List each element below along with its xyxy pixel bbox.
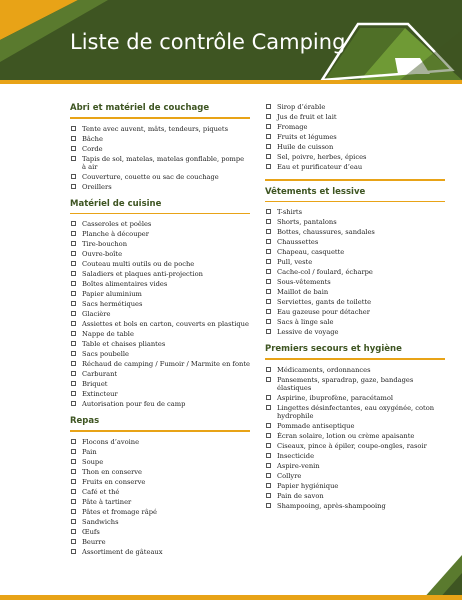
checklist-item-label: Sacs à linge sale [277, 318, 334, 326]
checklist-item-label: Bâche [82, 134, 103, 143]
checklist-item-label: Thon en conserve [82, 467, 143, 476]
checklist-item-label: Autorisation pour feu de camp [82, 400, 186, 408]
checkbox[interactable] [266, 405, 271, 410]
checkbox[interactable] [266, 483, 271, 488]
checklist-item [70, 173, 250, 181]
checkbox[interactable] [71, 499, 76, 504]
checklist-item-label: Bottes, chaussures, sandales [277, 228, 375, 236]
checklist-item [265, 218, 445, 226]
section-vetements [265, 187, 445, 337]
section-title: Matériel de cuisine [70, 198, 162, 209]
checkbox[interactable] [71, 351, 76, 356]
checklist-item [265, 248, 445, 256]
section-divider [70, 117, 250, 119]
checkbox[interactable] [71, 261, 76, 266]
checklist-item [70, 400, 250, 408]
checklist-item [265, 103, 445, 111]
checklist-item-label: Corde [82, 144, 103, 153]
checklist-item [70, 538, 250, 546]
checklist-item-label: Sirop d’érable [277, 103, 326, 111]
checkbox[interactable] [266, 269, 271, 274]
checklist-item-label: Fromage [277, 123, 308, 131]
checkbox[interactable] [71, 381, 76, 386]
checklist-item [265, 278, 445, 286]
checklist-item [70, 498, 250, 506]
checklist-item-label: Briquet [82, 380, 108, 388]
checkbox[interactable] [266, 279, 271, 284]
checkbox[interactable] [71, 439, 76, 444]
checklist-item [70, 518, 250, 526]
checklist-item-label: Huile de cuisson [277, 143, 334, 151]
section-divider [265, 358, 445, 360]
checkbox[interactable] [71, 371, 76, 376]
checkbox[interactable] [266, 299, 271, 304]
checklist-item [70, 300, 250, 308]
checklist-item-label: Chaussettes [277, 238, 319, 246]
checklist-item-label: Lingettes désinfectantes, eau oxygénée, coton hydrophile [277, 403, 435, 420]
checklist-item-label: Aspirine, ibuprofène, paracétamol [277, 393, 394, 402]
checklist-item [70, 468, 250, 476]
checklist-item-label: Couverture, couette ou sac de couchage [82, 172, 219, 181]
checklist-item [70, 330, 250, 338]
section-repas [70, 416, 250, 556]
checklist-item-label: Couteau multi outils ou de poche [82, 260, 195, 268]
checkbox[interactable] [266, 395, 271, 400]
corner-decoration [422, 555, 462, 600]
section-title: Vêtements et lessive [265, 186, 366, 197]
checklist-item [265, 492, 445, 500]
checkbox[interactable] [71, 459, 76, 464]
checkbox[interactable] [266, 367, 271, 372]
checklist-item [70, 125, 250, 133]
checklist-item [70, 448, 250, 456]
checkbox[interactable] [266, 219, 271, 224]
checklist-item-label: Réchaud de camping / Fumoir / Marmite en fonte [82, 360, 250, 368]
checklist-item [70, 290, 250, 298]
checkbox[interactable] [71, 146, 76, 151]
checklist-item [70, 488, 250, 496]
checklist-item-label: Sacs hermétiques [82, 300, 143, 308]
checklist-item [70, 320, 250, 328]
checklist-item-label: Tente avec auvent, mâts, tendeurs, piquets [82, 124, 229, 133]
checklist-item-label: Écran solaire, lotion ou crème apaisante [277, 431, 415, 440]
checklist-item [70, 240, 250, 248]
checklist-item-label: Assiettes et bols en carton, couverts en plastique [82, 320, 249, 328]
header-accent-bar [0, 80, 462, 84]
checkbox[interactable] [71, 341, 76, 346]
checkbox[interactable] [266, 144, 271, 149]
checkbox[interactable] [266, 493, 271, 498]
checkbox[interactable] [71, 251, 76, 256]
checklist-item [265, 258, 445, 266]
checklist [70, 220, 250, 408]
checklist-item [70, 280, 250, 288]
checkbox[interactable] [71, 449, 76, 454]
checklist-item-label: Tire-bouchon [82, 240, 128, 248]
checklist-item-label: Jus de fruit et lait [277, 113, 337, 121]
checkbox[interactable] [266, 124, 271, 129]
checklist-item [265, 422, 445, 430]
checklist-item-label: Extincteur [82, 390, 118, 398]
checklist-item-label: Eau et purificateur d’eau [277, 163, 363, 171]
section-divider [70, 213, 250, 215]
checklist-item-label: Oreillers [82, 182, 112, 191]
checkbox[interactable] [266, 377, 271, 382]
checklist-item [70, 135, 250, 143]
checklist-item [70, 260, 250, 268]
checkbox[interactable] [266, 259, 271, 264]
checklist-item [265, 376, 445, 392]
checklist-item-label: Collyre [277, 471, 302, 480]
checkbox[interactable] [71, 489, 76, 494]
checkbox[interactable] [71, 479, 76, 484]
section-divider [70, 430, 250, 432]
checklist-item-label: Insecticide [277, 451, 315, 460]
checklist-item-label: Saladiers et plaques anti-projection [82, 270, 203, 278]
checklist-item-label: Papier aluminium [82, 290, 142, 298]
checklist-item-label: Soupe [82, 457, 104, 466]
checklist-item-label: Flocons d’avoine [82, 437, 140, 446]
checklist [70, 438, 250, 556]
checkbox[interactable] [266, 503, 271, 508]
checklist-item [70, 183, 250, 191]
checkbox[interactable] [71, 549, 76, 554]
checkbox[interactable] [266, 309, 271, 314]
checklist-item-label: Sandwichs [82, 517, 119, 526]
checklist-item [265, 404, 445, 420]
checkbox[interactable] [266, 134, 271, 139]
checklist-item-label: Café et thé [82, 487, 120, 496]
checkbox[interactable] [71, 184, 76, 189]
checklist-item-label: Pâtes et fromage râpé [82, 507, 157, 516]
checkbox[interactable] [266, 249, 271, 254]
checklist-item-label: Table et chaises pliantes [82, 340, 166, 348]
checklist-item-label: Fruits en conserve [82, 477, 146, 486]
checklist-item [70, 528, 250, 536]
right-column [265, 103, 445, 518]
checklist-item [70, 478, 250, 486]
checkbox[interactable] [71, 241, 76, 246]
checklist-item-label: Assortiment de gâteaux [82, 547, 163, 556]
checklist-item-label: Pull, veste [277, 258, 313, 266]
checkbox[interactable] [71, 539, 76, 544]
checklist-item-label: Fruits et légumes [277, 133, 337, 141]
section-title: Repas [70, 416, 100, 426]
checkbox[interactable] [71, 291, 76, 296]
checklist-item [70, 145, 250, 153]
checkbox[interactable] [71, 401, 76, 406]
checklist-item-label: Ouvre-boîte [82, 250, 123, 258]
checkbox[interactable] [71, 271, 76, 276]
footer-accent-bar [0, 595, 462, 600]
checkbox[interactable] [71, 321, 76, 326]
checklist-item-label: Eau gazeuse pour détacher [277, 308, 370, 316]
checklist-item [265, 123, 445, 131]
checklist-item-label: Serviettes, gants de toilette [277, 298, 372, 306]
section-divider [265, 179, 445, 181]
checklist-item [70, 438, 250, 446]
checkbox[interactable] [71, 469, 76, 474]
checklist-item-label: Beurre [82, 537, 106, 546]
checklist-item-label: Pain de savon [277, 491, 324, 500]
section-couchage [70, 103, 250, 191]
section-epicerie [265, 103, 445, 171]
checklist-item-label: Pâte à tartiner [82, 497, 132, 506]
checkbox[interactable] [266, 433, 271, 438]
checklist-item [265, 308, 445, 316]
checklist-item-label: Lessive de voyage [277, 328, 339, 336]
checklist-item [70, 380, 250, 388]
checklist-item [265, 153, 445, 161]
checklist-item [265, 394, 445, 402]
checkbox[interactable] [71, 311, 76, 316]
checklist-item [70, 360, 250, 368]
checkbox[interactable] [71, 281, 76, 286]
checklist-item-label: Boîtes alimentaires vides [82, 280, 168, 288]
section-title: Abri et matériel de couchage [70, 103, 210, 113]
checklist-item [265, 238, 445, 246]
checklist-item [70, 250, 250, 258]
checkbox[interactable] [71, 519, 76, 524]
checklist-item [70, 350, 250, 358]
checklist-item [265, 133, 445, 141]
checklist-item-label: Pain [82, 447, 97, 456]
section-title: Premiers secours et hygiène [265, 344, 402, 354]
checkbox[interactable] [266, 453, 271, 458]
checklist-item-label: Chapeau, casquette [277, 248, 345, 256]
checkbox[interactable] [266, 114, 271, 119]
checkbox[interactable] [266, 154, 271, 159]
checkbox[interactable] [266, 319, 271, 324]
checkbox[interactable] [71, 126, 76, 131]
checklist-item [70, 340, 250, 348]
checkbox[interactable] [71, 529, 76, 534]
checklist [265, 103, 445, 171]
checklist [265, 208, 445, 336]
checklist-item-label: Planche à découper [82, 230, 149, 238]
checkbox[interactable] [266, 239, 271, 244]
checkbox[interactable] [71, 331, 76, 336]
checklist-item-label: Maillot de bain [277, 288, 329, 296]
checklist-item [70, 370, 250, 378]
checkbox[interactable] [266, 423, 271, 428]
checkbox[interactable] [71, 301, 76, 306]
checkbox[interactable] [266, 473, 271, 478]
checklist-item-label: Pommade antiseptique [277, 421, 355, 430]
checklist-item [265, 432, 445, 440]
checklist-item-label: Shampooing, après-shampooing [277, 501, 386, 510]
checkbox[interactable] [71, 136, 76, 141]
checklist-item [70, 270, 250, 278]
checklist-item-label: Pansements, sparadrap, gaze, bandages élastiques [277, 375, 414, 392]
checklist-item [265, 288, 445, 296]
checklist-item [265, 318, 445, 326]
checklist-item [265, 482, 445, 490]
checkbox[interactable] [71, 509, 76, 514]
checklist-item [265, 462, 445, 470]
checklist-item-label: Ciseaux, pince à épiler, coupe-ongles, rasoir [277, 441, 427, 450]
checklist-item-label: Shorts, pantalons [277, 218, 337, 226]
checkbox[interactable] [71, 156, 76, 161]
checkbox[interactable] [71, 361, 76, 366]
header-banner [0, 0, 462, 80]
checklist-item-label: Œufs [82, 527, 100, 536]
section-divider [265, 201, 445, 203]
checkbox[interactable] [71, 231, 76, 236]
checklist-item [70, 508, 250, 516]
checklist-item [265, 163, 445, 171]
checklist-item-label: Sel, poivre, herbes, épices [277, 153, 367, 161]
left-column [70, 103, 250, 564]
section-cuisine [70, 199, 250, 409]
checklist-item [265, 298, 445, 306]
checklist-item [70, 458, 250, 466]
checklist-item-label: T-shirts [277, 208, 303, 216]
checklist-item [265, 208, 445, 216]
page-title: Liste de contrôle Camping [70, 30, 346, 54]
checklist-item [265, 328, 445, 336]
checkbox[interactable] [266, 229, 271, 234]
checklist-item [265, 502, 445, 510]
checkbox[interactable] [266, 443, 271, 448]
checklist-item [265, 366, 445, 374]
checklist-item [265, 472, 445, 480]
checklist-item-label: Cache-col / foulard, écharpe [277, 268, 373, 276]
checklist-item-label: Papier hygiénique [277, 481, 339, 490]
checklist-item [70, 155, 250, 171]
checklist-item-label: Sous-vêtements [277, 278, 331, 286]
checkbox[interactable] [266, 463, 271, 468]
checklist-item [265, 452, 445, 460]
checklist-item [265, 113, 445, 121]
checklist-item [70, 310, 250, 318]
checklist-item-label: Nappe de table [82, 330, 134, 338]
checkbox[interactable] [266, 289, 271, 294]
checkbox[interactable] [71, 174, 76, 179]
checklist-item-label: Tapis de sol, matelas, matelas gonflable, pompe à air [82, 154, 245, 171]
checkbox[interactable] [266, 209, 271, 214]
checklist-item [70, 390, 250, 398]
checkbox[interactable] [266, 164, 271, 169]
checklist-item [265, 143, 445, 151]
checklist-item-label: Casseroles et poêles [82, 220, 152, 228]
checklist-item [70, 220, 250, 228]
checklist-item-label: Carburant [82, 370, 118, 378]
checklist [265, 366, 445, 510]
checkbox[interactable] [71, 221, 76, 226]
checklist-item [70, 230, 250, 238]
checklist-item-label: Glacière [82, 310, 111, 318]
checklist-item [265, 268, 445, 276]
checkbox[interactable] [266, 104, 271, 109]
checklist-item-label: Aspire-venin [277, 461, 320, 470]
checklist-item-label: Médicaments, ordonnances [277, 365, 371, 374]
checklist-item-label: Sacs poubelle [82, 350, 129, 358]
checklist [70, 125, 250, 191]
checkbox[interactable] [71, 391, 76, 396]
section-secours [265, 344, 445, 510]
checklist-item [265, 228, 445, 236]
checklist-item [265, 442, 445, 450]
checklist-item [70, 548, 250, 556]
checkbox[interactable] [266, 329, 271, 334]
